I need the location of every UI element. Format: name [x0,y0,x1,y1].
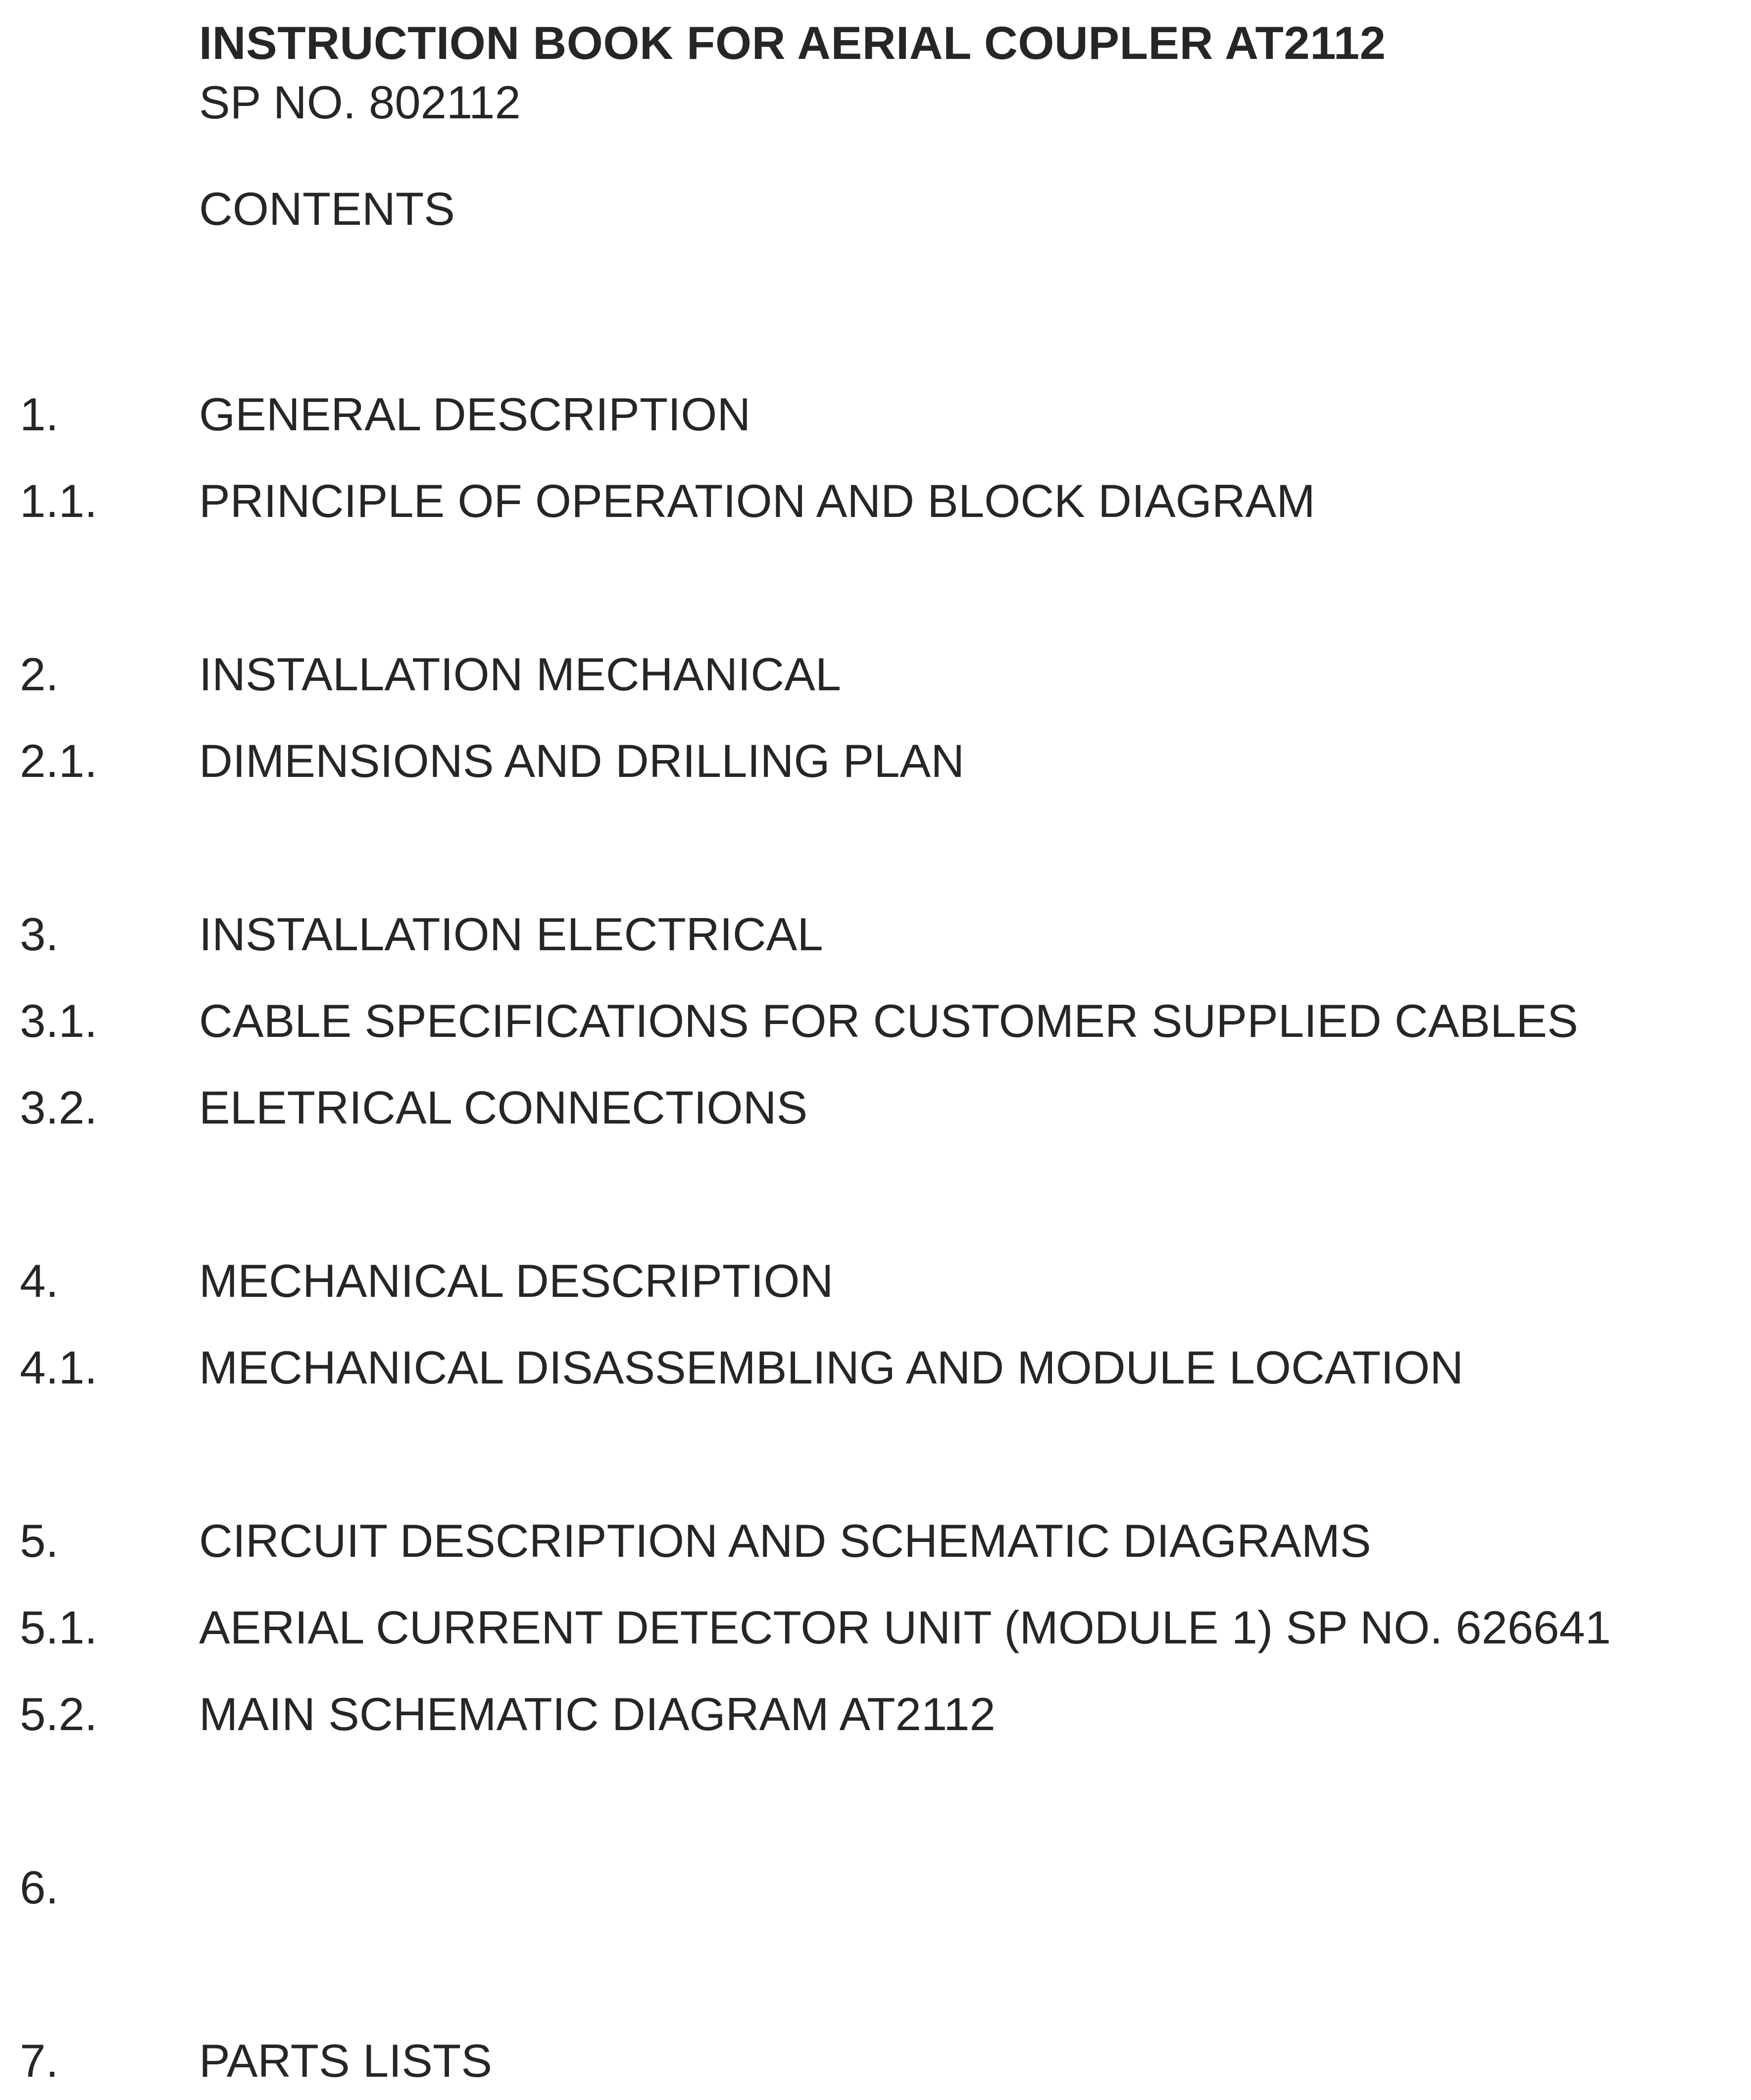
toc-entry-number: 6. [20,1861,59,1913]
toc-entry-number: 4. [20,1255,59,1307]
toc-entry-number: 3.1. [20,995,98,1047]
toc-entry-label: CABLE SPECIFICATIONS FOR CUSTOMER SUPPLIED CABLES [199,995,1578,1047]
toc-entry-label: MECHANICAL DESCRIPTION [199,1255,834,1307]
toc-entry-number: 1. [20,388,59,440]
toc-entry-7 [0,2035,1751,2092]
toc-entry-label: DIMENSIONS AND DRILLING PLAN [199,735,965,787]
document-sp-number: SP NO. 802112 [199,76,521,128]
toc-entry-number: 3. [20,908,59,960]
toc-entry-4-1 [0,1341,1751,1399]
toc-entry-number: 5. [20,1515,59,1567]
toc-entry-6 [0,1861,1751,1919]
toc-entry-number: 2. [20,648,59,700]
contents-heading: CONTENTS [199,183,455,235]
toc-entry-label: MAIN SCHEMATIC DIAGRAM AT2112 [199,1688,996,1740]
toc-entry-4 [0,1255,1751,1312]
toc-entry-label: CIRCUIT DESCRIPTION AND SCHEMATIC DIAGRAMS [199,1515,1371,1567]
toc-entry-3 [0,908,1751,966]
toc-entry-label: MECHANICAL DISASSEMBLING AND MODULE LOCATION [199,1341,1464,1393]
toc-entry-number: 1.1. [20,475,98,527]
toc-entry-5-2 [0,1688,1751,1745]
toc-entry-label: PARTS LISTS [199,2035,493,2087]
toc-entry-number: 3.2. [20,1081,98,1133]
toc-entry-1-1 [0,475,1751,532]
toc-entry-label: INSTALLATION MECHANICAL [199,648,842,700]
document-title: INSTRUCTION BOOK FOR AERIAL COUPLER AT2112 [199,17,1386,69]
toc-entry-number: 2.1. [20,735,98,787]
toc-entry-1 [0,388,1751,446]
toc-entry-number: 4.1. [20,1341,98,1393]
toc-entry-label: ELETRICAL CONNECTIONS [199,1081,808,1133]
toc-entry-number: 5.1. [20,1601,98,1653]
toc-entry-label: PRINCIPLE OF OPERATION AND BLOCK DIAGRAM [199,475,1315,527]
toc-entry-5 [0,1515,1751,1572]
toc-entry-number: 7. [20,2035,59,2087]
toc-entry-2-1 [0,735,1751,792]
toc-entry-3-2 [0,1081,1751,1139]
toc-entry-5-1 [0,1601,1751,1659]
toc-entry-label: INSTALLATION ELECTRICAL [199,908,823,960]
toc-entry-number: 5.2. [20,1688,98,1740]
toc-entry-label: GENERAL DESCRIPTION [199,388,751,440]
toc-entry-3-1 [0,995,1751,1052]
toc-entry-2 [0,648,1751,706]
toc-entry-label: AERIAL CURRENT DETECTOR UNIT (MODULE 1) SP NO. 626641 [199,1601,1611,1653]
